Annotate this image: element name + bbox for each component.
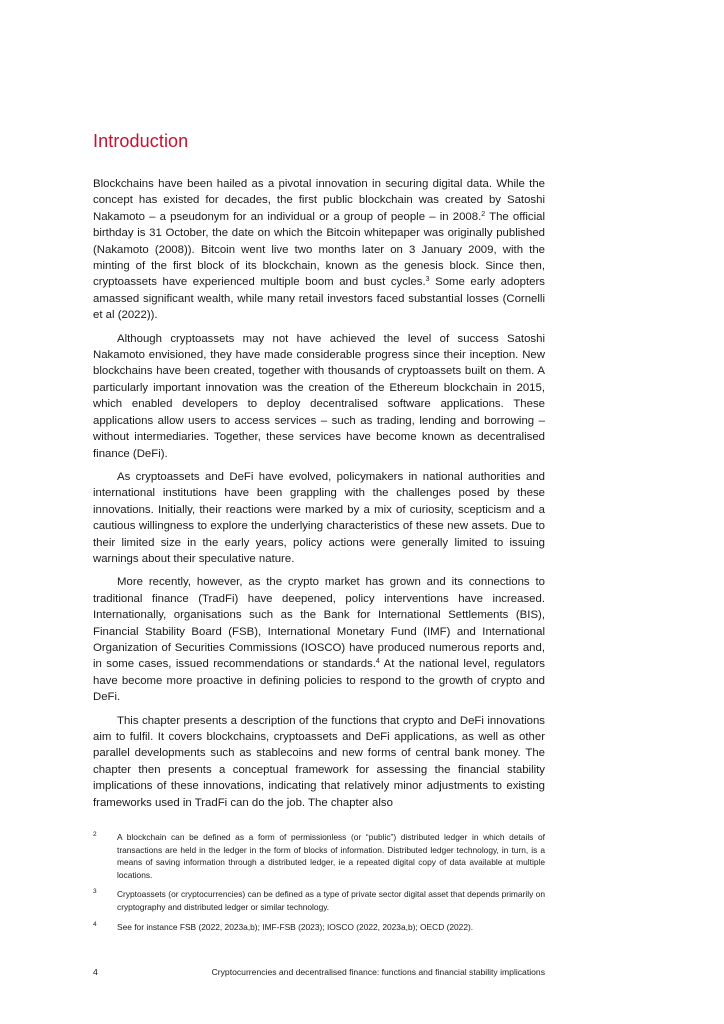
footnote (93, 831, 545, 881)
section-heading: Introduction (93, 131, 189, 151)
footnote (93, 921, 545, 934)
footnote-text: A blockchain can be defined as a form of permissionless (or “public”) distributed ledger in which details of transactions are held in the ledger in the form of blocks of information. Distributed ledger technology, in turn, is a means of saving information through a distributed ledger, ie a repeated digital copy of data available at multiple locations. (117, 832, 545, 880)
paragraph-4: More recently, however, as the crypto market has grown and its connections to traditional finance (TradFi) have deepened, policy interventions have increased. Internationally, organisations such as the Bank for International Settlements (BIS), Financial Stability Board (FSB), International Monetary Fund (IMF) and International Organization of Securities Commissions (IOSCO) have produced numerous reports and, in some cases, issued recommendations or standards.$^4$ At the national level, regulators have become more proactive in defining policies to respond to the growth of crypto and DeFi. (93, 576, 545, 704)
body-text (93, 176, 545, 818)
footnote-ref-3[interactable]: 3 (425, 276, 430, 284)
footnote-number: 4 (93, 920, 97, 928)
footnote-number: 2 (93, 831, 97, 838)
footnote-ref-4[interactable]: 4 (375, 658, 380, 666)
paragraph-5: This chapter presents a description of the functions that crypto and DeFi innovations aim to fulfil. It covers blockchains, cryptoassets and DeFi applications, as well as other parallel developments such as stablecoins and new forms of central bank money. The chapter then presents a conceptual framework for assessing the financial stability implications of these innovations, indicating that relatively minor adjustments to existing frameworks used in TradFi can do the job. The chapter also (93, 714, 545, 809)
footnotes (93, 831, 545, 940)
footnote-text: Cryptoassets (or cryptocurrencies) can be defined as a type of private sector digital asset that depends primarily on cryptography and distributed ledger or similar technology. (117, 889, 545, 912)
footnote (93, 888, 545, 913)
paragraph-2: Although cryptoassets may not have achieved the level of success Satoshi Nakamoto envisioned, they have made considerable progress since their inception. New blockchains have been created, together with thousands of cryptoassets built on them. A particularly important innovation was the creation of the Ethereum blockchain in 2015, which enabled developers to deploy decentralised software applications. These applications allow users to access services – such as trading, lending and borrowing – without intermediaries. Together, these services have become known as decentralised finance (DeFi). (93, 332, 545, 460)
paragraph-3: As cryptoassets and DeFi have evolved, policymakers in national authorities and international institutions have been grappling with the challenges posed by these innovations. Initially, their reactions were marked by a mix of curiosity, scepticism and a cautious willingness to explore the underlying characteristics of these new assets. Due to their limited size in the early years, policy actions were generally limited to issuing warnings about their speculative nature. (93, 470, 545, 565)
footnote-ref-2[interactable]: 2 (481, 210, 486, 218)
footnote-number: 3 (93, 888, 97, 896)
page-number: 4 (93, 967, 98, 977)
footnote-text: See for instance FSB (2022, 2023a,b); IMF-FSB (2023); IOSCO (2022, 2023a,b); OECD (2022). (117, 921, 474, 932)
running-title: Cryptocurrencies and decentralised finance: functions and financial stability implications (211, 967, 545, 977)
paragraph-1: Blockchains have been hailed as a pivotal innovation in securing digital data. While the concept has existed for decades, the first public blockchain was created by Satoshi Nakamoto – a pseudonym for an individual or a group of people – in 2008.$^2$ The official birthday is 31 October, the date on which the Bitcoin whitepaper was originally published (Nakamoto (2008)). Bitcoin went live two months later on 3 January 2009, with the minting of the first block of its blockchain, known as the genesis block. Since then, cryptoassets have experienced multiple boom and bust cycles.$^3$ Some early adopters amassed significant wealth, while many retail investors faced substantial losses (Cornelli et al (2022)). (93, 178, 545, 322)
